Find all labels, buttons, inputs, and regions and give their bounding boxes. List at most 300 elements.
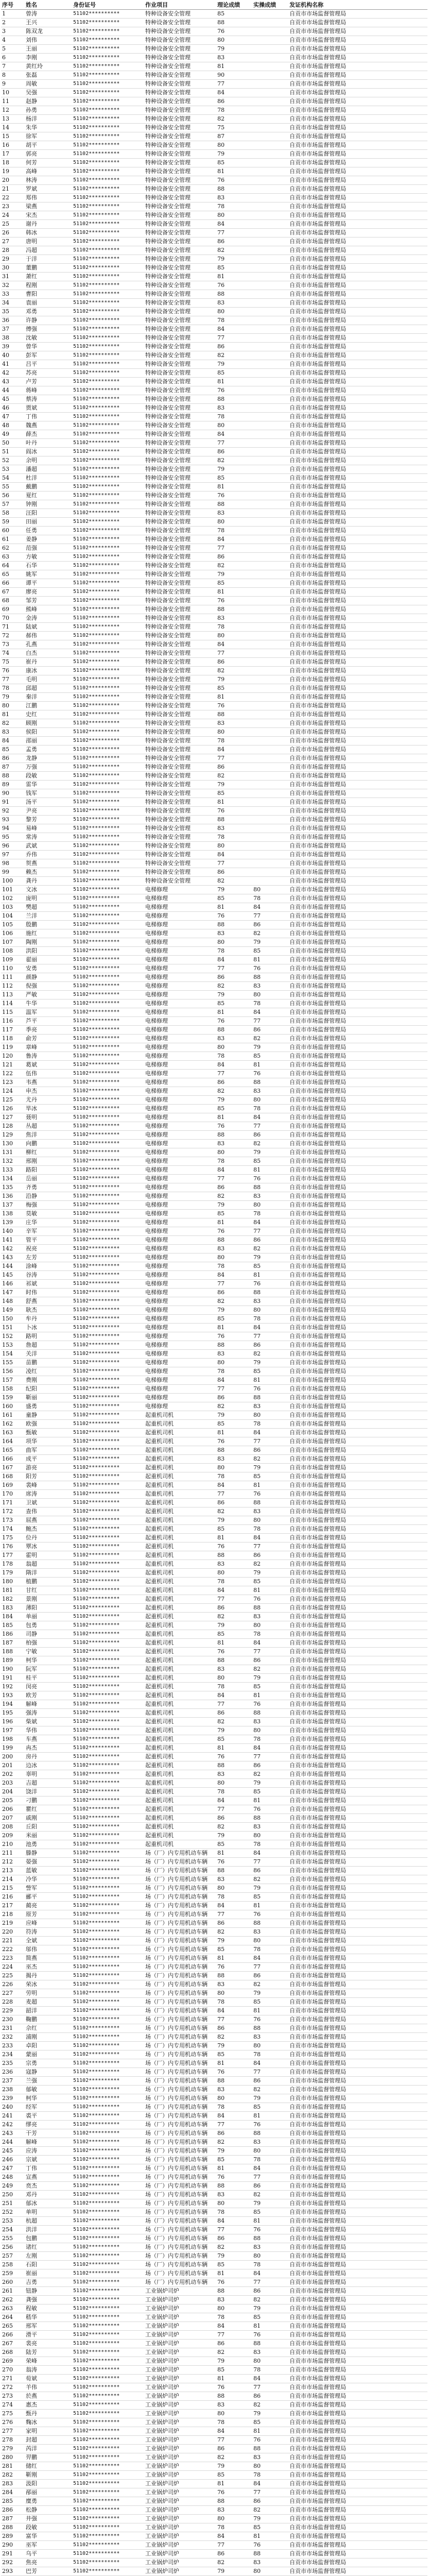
cell-practice: 88 xyxy=(252,2024,288,2033)
cell-org: 自贡市市场监督管理局 xyxy=(288,2243,427,2252)
cell-practice: 82 xyxy=(252,2191,288,2199)
cell-id: 51102********** xyxy=(72,1578,144,1586)
table-row xyxy=(1,2208,427,2217)
cell-id: 51102********** xyxy=(72,1963,144,1972)
cell-id: 51102********** xyxy=(72,1245,144,1253)
cell-id: 51102********** xyxy=(72,859,144,868)
cell-no: 260 xyxy=(1,2278,25,2287)
cell-practice xyxy=(252,229,288,238)
cell-no: 90 xyxy=(1,789,25,798)
cell-practice xyxy=(252,89,288,97)
table-row xyxy=(1,562,427,570)
table-row xyxy=(1,1893,427,1902)
cell-practice xyxy=(252,754,288,763)
cell-org: 自贡市市场监督管理局 xyxy=(288,570,427,579)
cell-id: 51102********** xyxy=(72,2287,144,2296)
cell-theory: 78 xyxy=(216,1893,252,1902)
cell-practice xyxy=(252,325,288,334)
cell-theory: 86 xyxy=(216,553,252,562)
cell-name: 柯华 xyxy=(25,2094,72,2103)
cell-theory: 81 xyxy=(216,1954,252,1963)
cell-org: 自贡市市场监督管理局 xyxy=(288,2366,427,2375)
cell-theory: 84 xyxy=(216,956,252,964)
cell-job: 电梯修理 xyxy=(144,1113,216,1122)
cell-job: 场（厂）内专用机动车辆 xyxy=(144,2199,216,2208)
table-row xyxy=(1,1394,427,1402)
cell-no: 193 xyxy=(1,1691,25,1700)
cell-job: 工业锅炉司炉 xyxy=(144,2541,216,2550)
cell-org: 自贡市市场监督管理局 xyxy=(288,1797,427,1805)
cell-theory: 85 xyxy=(216,999,252,1008)
cell-theory: 80 xyxy=(216,518,252,527)
cell-id: 51102********** xyxy=(72,1735,144,1744)
cell-practice: 82 xyxy=(252,2401,288,2410)
cell-job: 特种设备安全管理 xyxy=(144,202,216,211)
cell-job: 电梯修理 xyxy=(144,1017,216,1026)
cell-no: 203 xyxy=(1,1779,25,1788)
cell-org: 自贡市市场监督管理局 xyxy=(288,2261,427,2269)
cell-no: 30 xyxy=(1,264,25,273)
cell-org: 自贡市市场监督管理局 xyxy=(288,1604,427,1613)
cell-name: 陆芳 xyxy=(25,2348,72,2357)
cell-name: 嵇华 xyxy=(25,2313,72,2322)
cell-id: 51102********** xyxy=(72,1779,144,1788)
table-row xyxy=(1,2471,427,2480)
cell-no: 236 xyxy=(1,2068,25,2077)
cell-no: 133 xyxy=(1,1166,25,1175)
cell-no: 35 xyxy=(1,308,25,316)
cell-org: 自贡市市场监督管理局 xyxy=(288,702,427,710)
cell-no: 23 xyxy=(1,202,25,211)
cell-org: 自贡市市场监督管理局 xyxy=(288,19,427,27)
table-row xyxy=(1,1691,427,1700)
cell-org: 自贡市市场监督管理局 xyxy=(288,1332,427,1341)
cell-org: 自贡市市场监督管理局 xyxy=(288,562,427,570)
cell-name: 惠杰 xyxy=(25,2401,72,2410)
cell-theory: 85 xyxy=(216,1840,252,1849)
cell-org: 自贡市市场监督管理局 xyxy=(288,1980,427,1989)
cell-practice: 76 xyxy=(252,2015,288,2024)
table-row xyxy=(1,1218,427,1227)
cell-practice xyxy=(252,167,288,176)
cell-name: 俞芳 xyxy=(25,1035,72,1043)
cell-theory: 80 xyxy=(216,1779,252,1788)
cell-org: 自贡市市场监督管理局 xyxy=(288,964,427,973)
cell-org: 自贡市市场监督管理局 xyxy=(288,1989,427,1998)
cell-practice xyxy=(252,693,288,702)
cell-no: 233 xyxy=(1,2042,25,2050)
cell-theory: 88 xyxy=(216,185,252,194)
cell-name: 程敏 xyxy=(25,2304,72,2313)
cell-name: 麦超 xyxy=(25,1998,72,2007)
cell-org: 自贡市市场监督管理局 xyxy=(288,1560,427,1569)
cell-no: 105 xyxy=(1,921,25,929)
cell-practice: 88 xyxy=(252,2129,288,2138)
cell-job: 特种设备安全管理 xyxy=(144,492,216,500)
table-row xyxy=(1,1201,427,1210)
cell-job: 场（厂）内专用机动车辆 xyxy=(144,1910,216,1919)
cell-theory: 80 xyxy=(216,1148,252,1157)
cell-job: 特种设备安全管理 xyxy=(144,483,216,492)
cell-no: 88 xyxy=(1,772,25,781)
cell-theory: 77 xyxy=(216,2121,252,2129)
cell-id: 51102********** xyxy=(72,991,144,999)
cell-practice xyxy=(252,562,288,570)
cell-no: 9 xyxy=(1,80,25,89)
cell-practice: 81 xyxy=(252,2007,288,2015)
cell-name: 富华 xyxy=(25,2532,72,2541)
cell-theory: 86 xyxy=(216,1814,252,1823)
cell-org: 自贡市市场监督管理局 xyxy=(288,1253,427,1262)
cell-name: 侯阳 xyxy=(25,728,72,737)
cell-name: 符涛 xyxy=(25,1928,72,1937)
cell-no: 11 xyxy=(1,97,25,106)
table-row xyxy=(1,614,427,623)
cell-theory: 79 xyxy=(216,2357,252,2366)
cell-org: 自贡市市场监督管理局 xyxy=(288,2410,427,2418)
cell-id: 51102********** xyxy=(72,693,144,702)
cell-id: 51102********** xyxy=(72,763,144,772)
cell-theory: 84 xyxy=(216,2427,252,2436)
cell-name: 丁伟 xyxy=(25,413,72,421)
cell-practice: 79 xyxy=(252,1674,288,1683)
table-row xyxy=(1,1131,427,1140)
cell-name: 庞明 xyxy=(25,894,72,903)
cell-name: 宣燕 xyxy=(25,2173,72,2182)
cell-org: 自贡市市场监督管理局 xyxy=(288,1972,427,1980)
cell-job: 电梯修理 xyxy=(144,912,216,921)
table-row xyxy=(1,1910,427,1919)
cell-theory: 76 xyxy=(216,176,252,185)
table-row xyxy=(1,921,427,929)
cell-practice: 78 xyxy=(252,1420,288,1429)
cell-id: 51102********** xyxy=(72,614,144,623)
cell-name: 郁敏 xyxy=(25,2086,72,2094)
cell-practice: 85 xyxy=(252,1683,288,1691)
cell-id: 51102********** xyxy=(72,2226,144,2234)
table-row xyxy=(1,115,427,124)
cell-name: 钱军 xyxy=(25,789,72,798)
cell-theory: 85 xyxy=(216,2471,252,2480)
cell-practice: 85 xyxy=(252,1052,288,1061)
cell-name: 荀斌 xyxy=(25,2375,72,2383)
cell-practice: 85 xyxy=(252,2313,288,2322)
cell-id: 51102********** xyxy=(72,824,144,833)
table-row xyxy=(1,360,427,369)
cell-practice xyxy=(252,465,288,474)
cell-id: 51102********** xyxy=(72,684,144,693)
cell-no: 26 xyxy=(1,229,25,238)
cell-name: 杨洋 xyxy=(25,115,72,124)
cell-job: 电梯修理 xyxy=(144,1332,216,1341)
cell-no: 7 xyxy=(1,62,25,71)
cell-id: 51102********** xyxy=(72,1341,144,1350)
cell-job: 电梯修理 xyxy=(144,1236,216,1245)
table-row xyxy=(1,1726,427,1735)
cell-theory: 86 xyxy=(216,1604,252,1613)
cell-id: 51102********** xyxy=(72,1499,144,1507)
table-row xyxy=(1,1359,427,1367)
cell-id: 51102********** xyxy=(72,483,144,492)
cell-org: 自贡市市场监督管理局 xyxy=(288,1201,427,1210)
table-row xyxy=(1,89,427,97)
cell-theory: 83 xyxy=(216,929,252,938)
cell-practice: 82 xyxy=(252,1035,288,1043)
table-row xyxy=(1,1271,427,1280)
cell-id: 51102********** xyxy=(72,325,144,334)
cell-name: 吕平 xyxy=(25,360,72,369)
cell-name: 蓝敏 xyxy=(25,1867,72,1875)
table-row xyxy=(1,535,427,544)
cell-no: 161 xyxy=(1,1411,25,1420)
table-row xyxy=(1,1998,427,2007)
cell-org: 自贡市市场监督管理局 xyxy=(288,973,427,982)
cell-name: 田丽 xyxy=(25,518,72,527)
cell-job: 起重机司机 xyxy=(144,1499,216,1507)
cell-id: 51102********** xyxy=(72,929,144,938)
cell-practice xyxy=(252,106,288,115)
cell-name: 曹阳 xyxy=(25,290,72,299)
cell-job: 电梯修理 xyxy=(144,1122,216,1131)
cell-job: 起重机司机 xyxy=(144,1429,216,1437)
table-row xyxy=(1,238,427,246)
cell-theory: 79 xyxy=(216,150,252,159)
cell-id: 51102********** xyxy=(72,1989,144,1998)
cell-no: 195 xyxy=(1,1709,25,1718)
cell-job: 场（厂）内专用机动车辆 xyxy=(144,1937,216,1945)
cell-id: 51102********** xyxy=(72,1902,144,1910)
cell-practice xyxy=(252,62,288,71)
table-row xyxy=(1,273,427,281)
cell-org: 自贡市市场监督管理局 xyxy=(288,2453,427,2462)
cell-no: 264 xyxy=(1,2313,25,2322)
cell-id: 51102********** xyxy=(72,2138,144,2147)
cell-job: 特种设备安全管理 xyxy=(144,798,216,807)
cell-theory: 82 xyxy=(216,1928,252,1937)
cell-name: 井强 xyxy=(25,2515,72,2523)
cell-id: 51102********** xyxy=(72,89,144,97)
cell-job: 特种设备安全管理 xyxy=(144,851,216,859)
cell-org: 自贡市市场监督管理局 xyxy=(288,1919,427,1928)
cell-id: 51102********** xyxy=(72,1429,144,1437)
cell-org: 自贡市市场监督管理局 xyxy=(288,1402,427,1411)
cell-no: 109 xyxy=(1,956,25,964)
table-row xyxy=(1,973,427,982)
cell-practice xyxy=(252,334,288,343)
cell-id: 51102********** xyxy=(72,851,144,859)
cell-id: 51102********** xyxy=(72,27,144,36)
cell-org: 自贡市市场监督管理局 xyxy=(288,851,427,859)
cell-org: 自贡市市场监督管理局 xyxy=(288,824,427,833)
cell-no: 258 xyxy=(1,2261,25,2269)
cell-id: 51102********** xyxy=(72,2059,144,2068)
cell-practice: 81 xyxy=(252,2427,288,2436)
cell-name: 席涛 xyxy=(25,1490,72,1499)
cell-theory: 78 xyxy=(216,106,252,115)
cell-id: 51102********** xyxy=(72,1253,144,1262)
cell-practice: 83 xyxy=(252,2348,288,2357)
cell-practice xyxy=(252,45,288,54)
table-row xyxy=(1,527,427,535)
cell-id: 51102********** xyxy=(72,1910,144,1919)
cell-job: 场（厂）内专用机动车辆 xyxy=(144,1884,216,1893)
cell-job: 场（厂）内专用机动车辆 xyxy=(144,2007,216,2015)
cell-name: 宁敏 xyxy=(25,1648,72,1656)
cell-id: 51102********** xyxy=(72,2173,144,2182)
table-row xyxy=(1,1253,427,1262)
cell-name: 陈双龙 xyxy=(25,27,72,36)
table-row xyxy=(1,2383,427,2392)
cell-practice: 78 xyxy=(252,1735,288,1744)
cell-org: 自贡市市场监督管理局 xyxy=(288,238,427,246)
table-row xyxy=(1,877,427,886)
cell-job: 特种设备安全管理 xyxy=(144,632,216,640)
cell-id: 51102********** xyxy=(72,710,144,719)
cell-practice xyxy=(252,54,288,62)
cell-id: 51102********** xyxy=(72,2322,144,2331)
cell-job: 起重机司机 xyxy=(144,1726,216,1735)
cell-job: 特种设备安全管理 xyxy=(144,877,216,886)
cell-job: 电梯修理 xyxy=(144,1070,216,1078)
table-row xyxy=(1,675,427,684)
table-row xyxy=(1,71,427,80)
cell-org: 自贡市市场监督管理局 xyxy=(288,649,427,658)
cell-no: 290 xyxy=(1,2541,25,2550)
cell-org: 自贡市市场监督管理局 xyxy=(288,1350,427,1359)
cell-name: 景刚 xyxy=(25,1595,72,1604)
cell-theory: 84 xyxy=(216,1376,252,1385)
cell-name: 麴冰 xyxy=(25,2418,72,2427)
header-name: 姓名 xyxy=(25,1,72,10)
cell-no: 272 xyxy=(1,2383,25,2392)
cell-practice: 86 xyxy=(252,2287,288,2296)
table-row xyxy=(1,737,427,745)
header-no: 序号 xyxy=(1,1,25,10)
table-row xyxy=(1,132,427,141)
cell-name: 赖杰 xyxy=(25,868,72,877)
cell-no: 208 xyxy=(1,1823,25,1832)
cell-name: 蒋峰 xyxy=(25,386,72,395)
cell-org: 自贡市市场监督管理局 xyxy=(288,2024,427,2033)
table-row xyxy=(1,824,427,833)
cell-practice: 81 xyxy=(252,2112,288,2121)
cell-name: 辜明 xyxy=(25,1770,72,1779)
cell-no: 173 xyxy=(1,1516,25,1525)
cell-no: 132 xyxy=(1,1157,25,1166)
cell-id: 51102********** xyxy=(72,553,144,562)
cell-theory: 78 xyxy=(216,1367,252,1376)
table-row xyxy=(1,2366,427,2375)
cell-name: 焦洋 xyxy=(25,1131,72,1140)
cell-job: 场（厂）内专用机动车辆 xyxy=(144,1972,216,1980)
cell-name: 甄敏 xyxy=(25,1429,72,1437)
cell-theory: 85 xyxy=(216,2050,252,2059)
cell-job: 电梯修理 xyxy=(144,886,216,894)
table-row xyxy=(1,2278,427,2287)
cell-id: 51102********** xyxy=(72,316,144,325)
cell-practice xyxy=(252,851,288,859)
cell-practice: 79 xyxy=(252,1989,288,1998)
cell-theory: 81 xyxy=(216,2059,252,2068)
cell-practice: 78 xyxy=(252,1315,288,1324)
cell-no: 71 xyxy=(1,623,25,632)
cell-job: 特种设备安全管理 xyxy=(144,159,216,167)
cell-job: 特种设备安全管理 xyxy=(144,19,216,27)
table-row xyxy=(1,1919,427,1928)
cell-theory: 79 xyxy=(216,675,252,684)
cell-name: 裴峰 xyxy=(25,1481,72,1490)
cell-id: 51102********** xyxy=(72,658,144,667)
cell-id: 51102********** xyxy=(72,921,144,929)
cell-theory: 85 xyxy=(216,1105,252,1113)
cell-no: 106 xyxy=(1,929,25,938)
cell-name: 高峰 xyxy=(25,167,72,176)
cell-id: 51102********** xyxy=(72,211,144,220)
table-row xyxy=(1,36,427,45)
cell-job: 场（厂）内专用机动车辆 xyxy=(144,2042,216,2050)
cell-no: 241 xyxy=(1,2112,25,2121)
cell-org: 自贡市市场监督管理局 xyxy=(288,185,427,194)
cell-no: 238 xyxy=(1,2086,25,2094)
cell-name: 秦洋 xyxy=(25,693,72,702)
cell-org: 自贡市市场监督管理局 xyxy=(288,1008,427,1017)
table-row xyxy=(1,842,427,851)
cell-practice: 77 xyxy=(252,1227,288,1236)
cell-no: 95 xyxy=(1,833,25,842)
cell-practice: 79 xyxy=(252,1464,288,1472)
cell-practice xyxy=(252,833,288,842)
cell-id: 51102********** xyxy=(72,492,144,500)
cell-no: 43 xyxy=(1,378,25,386)
cell-id: 51102********** xyxy=(72,2541,144,2550)
table-row xyxy=(1,1665,427,1674)
cell-job: 工业锅炉司炉 xyxy=(144,2462,216,2471)
cell-practice xyxy=(252,807,288,816)
cell-no: 207 xyxy=(1,1814,25,1823)
cell-id: 51102********** xyxy=(72,2252,144,2261)
cell-theory: 80 xyxy=(216,1043,252,1052)
cell-job: 特种设备安全管理 xyxy=(144,710,216,719)
cell-id: 51102********** xyxy=(72,1183,144,1192)
table-row xyxy=(1,1481,427,1490)
cell-theory: 85 xyxy=(216,579,252,588)
cell-no: 250 xyxy=(1,2191,25,2199)
cell-no: 273 xyxy=(1,2392,25,2401)
cell-id: 51102********** xyxy=(72,1875,144,1884)
cell-job: 特种设备安全管理 xyxy=(144,386,216,395)
table-row xyxy=(1,999,427,1008)
cell-org: 自贡市市场监督管理局 xyxy=(288,2191,427,2199)
cell-theory: 88 xyxy=(216,19,252,27)
table-row xyxy=(1,903,427,912)
cell-practice: 83 xyxy=(252,1402,288,1411)
cell-no: 2 xyxy=(1,19,25,27)
cell-id: 51102********** xyxy=(72,2164,144,2173)
cell-practice: 76 xyxy=(252,1805,288,1814)
cell-practice: 88 xyxy=(252,2445,288,2453)
cell-job: 特种设备安全管理 xyxy=(144,404,216,413)
cell-id: 51102********** xyxy=(72,1665,144,1674)
cell-org: 自贡市市场监督管理局 xyxy=(288,2156,427,2164)
cell-org: 自贡市市场监督管理局 xyxy=(288,430,427,439)
cell-practice: 84 xyxy=(252,1429,288,1437)
table-row xyxy=(1,80,427,89)
cell-name: 郦平 xyxy=(25,1893,72,1902)
cell-org: 自贡市市场监督管理局 xyxy=(288,2471,427,2480)
cell-id: 51102********** xyxy=(72,728,144,737)
cell-no: 93 xyxy=(1,816,25,824)
cell-id: 51102********** xyxy=(72,964,144,973)
